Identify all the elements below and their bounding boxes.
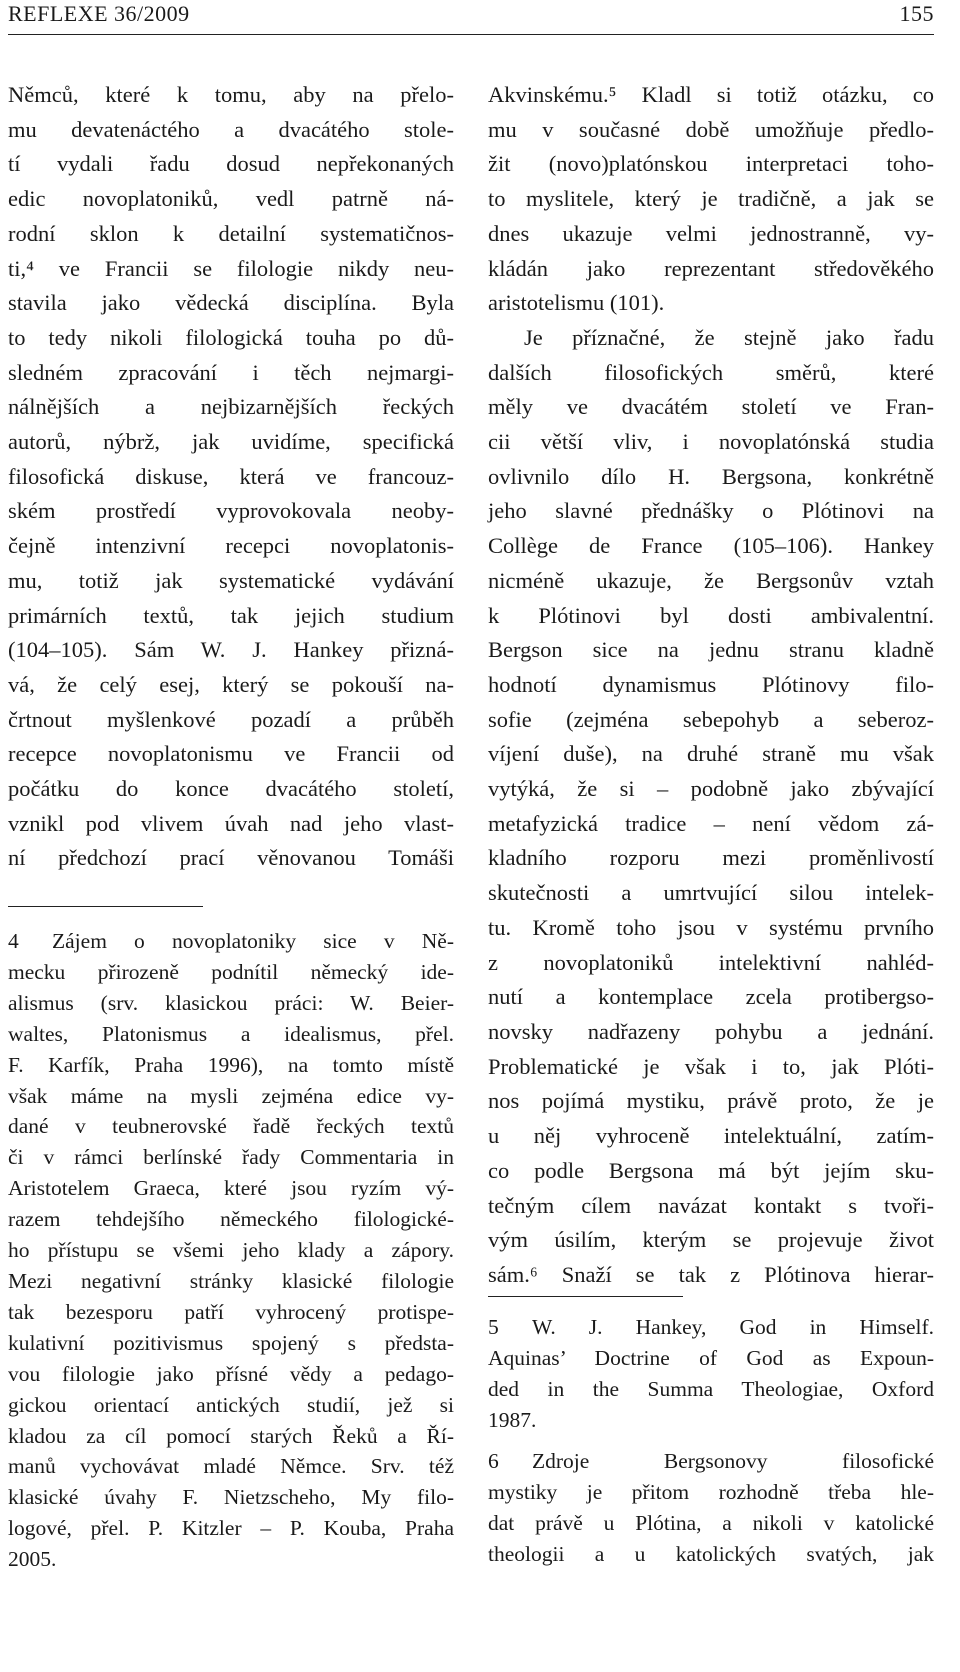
footnote-number: 4 bbox=[8, 929, 19, 953]
body-line: Problematické je však i to, jak Plóti- bbox=[488, 1053, 934, 1079]
body-line: stavila jako vědecká disciplína. Byla bbox=[8, 290, 454, 316]
right-column bbox=[488, 78, 934, 1293]
body-line: jeho slavné přednášky o Plótinovi na bbox=[488, 498, 934, 524]
body-line: primárních textů, tak jejich studium bbox=[8, 602, 454, 628]
body-line: vým úsilím, kterým se projevuje život bbox=[488, 1227, 934, 1253]
body-line: Je příznačné, že stejně jako řadu bbox=[524, 324, 934, 350]
body-line: sofie (zejména sebepohyb a seberoz- bbox=[488, 706, 934, 732]
body-line: nicméně ukazuje, že Bergsonův vztah bbox=[488, 567, 934, 593]
body-line: tečným cílem navázat kontakt s tvoři- bbox=[488, 1192, 934, 1218]
body-line: tu. Kromě toho jsou v systému prvního bbox=[488, 914, 934, 940]
footnote-number: 5 bbox=[488, 1315, 499, 1339]
left-body-paragraph bbox=[8, 78, 454, 876]
footnote-rule bbox=[488, 1296, 683, 1297]
body-line: Bergson sice na jednu stranu kladně bbox=[488, 637, 934, 663]
body-line: rodní sklon k detailní systematičnos- bbox=[8, 220, 454, 246]
body-line: sledném zpracování i těch nejmargi- bbox=[8, 359, 454, 385]
footnote-line: ded in the Summa Theologiae, Oxford bbox=[488, 1376, 934, 1401]
footnote-line: 2005. bbox=[8, 1547, 57, 1572]
footnote-line: 1987. bbox=[488, 1407, 537, 1432]
right-body-paragraph-1 bbox=[488, 78, 934, 321]
footnote-line: či v rámci berlínské řady Commentaria in bbox=[8, 1145, 454, 1170]
body-line: hodnotí dynamismus Plótinovy filo- bbox=[488, 671, 934, 697]
footnote-4 bbox=[8, 926, 454, 1575]
footnote-line: alismus (srv. klasickou práci: W. Beier- bbox=[8, 990, 454, 1015]
body-line: črtnout myšlenkové pozadí a průběh bbox=[8, 706, 454, 732]
body-line: cii větší vliv, i novoplatónská studia bbox=[488, 429, 934, 455]
running-header bbox=[8, 0, 934, 35]
body-line: to tedy nikoli filologická touha po dů- bbox=[8, 324, 454, 350]
body-line: víjení duše), na druhé straně mu však bbox=[488, 741, 934, 767]
footnote-rule bbox=[8, 906, 203, 907]
body-line: vytýká, že si – podobně jako zbývající bbox=[488, 776, 934, 802]
footnote-line: Zdroje Bergsonovy filosofické bbox=[532, 1449, 934, 1473]
footnote-5 bbox=[488, 1312, 934, 1436]
body-line: filosofická diskuse, která ve francouz- bbox=[8, 463, 454, 489]
footnote-line: ho přístupu se všemi jeho klady a zápory. bbox=[8, 1238, 454, 1263]
body-line: vznikl pod vlivem úvah nad jeho vlast- bbox=[8, 810, 454, 836]
body-line: k Plótinovi byl dosti ambivalentní. bbox=[488, 602, 934, 628]
footnote-line: kulativní pozitivismus spojený s předsta- bbox=[8, 1330, 454, 1355]
left-column bbox=[8, 78, 454, 876]
footnote-line: gickou orientací antických studií, jež si bbox=[8, 1392, 454, 1417]
body-line: autorů, nýbrž, jak uvidíme, specifická bbox=[8, 429, 454, 455]
body-line: novsky nadřazeny pohybu a jednání. bbox=[488, 1018, 934, 1044]
body-line: ti,⁴ ve Francii se filologie nikdy neu- bbox=[8, 255, 454, 281]
footnote-line: manů vychovávat mladé Němce. Srv. též bbox=[8, 1454, 454, 1479]
body-line: metafyzická tradice – není vědom zá- bbox=[488, 810, 934, 836]
footnote-line: však máme na mysli zejména edice vy- bbox=[8, 1083, 454, 1108]
footnote-line: kladou za cíl pomocí starých Řeků a Ří- bbox=[8, 1423, 454, 1448]
body-line: skutečnosti a umrtvující silou intelek- bbox=[488, 880, 934, 906]
body-line: ovlivnilo dílo H. Bergsona, konkrétně bbox=[488, 463, 934, 489]
body-line: aristotelismu (101). bbox=[488, 290, 665, 316]
body-line: co podle Bergsona má být jejím sku- bbox=[488, 1157, 934, 1183]
body-line: z novoplatoniků intelektivní nahléd- bbox=[488, 949, 934, 975]
footnote-line: dat právě u Plótina, a nikoli v katolické bbox=[488, 1510, 934, 1535]
footnote-line: Zájem o novoplatoniky sice v Ně- bbox=[52, 929, 454, 953]
body-line: Němců, které k tomu, aby na přelo- bbox=[8, 82, 454, 107]
right-body-paragraph-2 bbox=[488, 321, 934, 1293]
body-line: kládán jako reprezentant středověkého bbox=[488, 255, 934, 281]
body-line: mu devatenáctého a dvacátého stole- bbox=[8, 116, 454, 142]
body-line: počátku do konce dvacátého století, bbox=[8, 776, 454, 802]
body-line: Akvinskému.⁵ Kladl si totiž otázku, co bbox=[488, 82, 934, 107]
body-line: žit (novo)platónskou interpretaci toho- bbox=[488, 151, 934, 177]
body-line: ském prostředí vyprovokovala neoby- bbox=[8, 498, 454, 524]
footnote-line: dané v teubnerovské řadě řeckých textů bbox=[8, 1114, 454, 1139]
footnote-line: vou filologie jako přísné vědy a pedago- bbox=[8, 1361, 454, 1386]
footnote-line: Aquinas’ Doctrine of God as Expoun- bbox=[488, 1345, 934, 1370]
footnote-6 bbox=[488, 1446, 934, 1570]
body-line: to myslitele, který je tradičně, a jak se bbox=[488, 186, 934, 212]
body-line: ní předchozí prací věnovanou Tomáši bbox=[8, 845, 454, 871]
body-line: u něj vyhroceně intelektuální, zatím- bbox=[488, 1123, 934, 1149]
body-line: tí vydali řadu dosud nepřekonaných bbox=[8, 151, 454, 177]
body-line: nutí a kontemplace zcela protibergso- bbox=[488, 984, 934, 1010]
footnote-line: razem tehdejšího německého filologické- bbox=[8, 1207, 454, 1232]
footnote-line: Mezi negativní stránky klasické filologie bbox=[8, 1268, 454, 1293]
footnote-line: theologii a u katolických svatých, jak bbox=[488, 1541, 934, 1566]
footnote-line: mystiky je přitom rozhodně třeba hle- bbox=[488, 1479, 934, 1504]
body-line: recepce novoplatonismu ve Francii od bbox=[8, 741, 454, 767]
body-line: dnes ukazuje velmi jednostranně, vy- bbox=[488, 220, 934, 246]
body-line: čejně intenzivní recepci novoplatonis- bbox=[8, 533, 454, 559]
footnote-line: klasické úvahy F. Nietzscheho, My filo- bbox=[8, 1485, 454, 1510]
body-line: mu, totiž jak systematické vydávání bbox=[8, 567, 454, 593]
body-line: sám.⁶ Snaží se tak z Plótinova hierar- bbox=[488, 1261, 934, 1287]
body-line: dalších filosofických směrů, které bbox=[488, 359, 934, 385]
footnote-line: tak bezesporu patří vyhrocený protispe- bbox=[8, 1299, 454, 1324]
body-line: (104–105). Sám W. J. Hankey přizná- bbox=[8, 637, 454, 663]
footnote-line: W. J. Hankey, God in Himself. bbox=[532, 1315, 934, 1339]
body-line: Collège de France (105–106). Hankey bbox=[488, 533, 934, 559]
page-number: 155 bbox=[899, 1, 934, 26]
footnote-line: F. Karfík, Praha 1996), na tomto místě bbox=[8, 1052, 454, 1077]
footnote-number: 6 bbox=[488, 1449, 499, 1473]
body-line: měly ve dvacátém století ve Fran- bbox=[488, 394, 934, 420]
body-line: vá, že celý esej, který se pokouší na- bbox=[8, 671, 454, 697]
body-line: nálnějších a nejbizarnějších řeckých bbox=[8, 394, 454, 420]
body-line: kladního rozporu mezi proměnlivostí bbox=[488, 845, 934, 871]
body-line: nos pojímá mystiku, právě proto, že je bbox=[488, 1088, 934, 1114]
journal-title: REFLEXE 36/2009 bbox=[8, 1, 190, 26]
body-line: edic novoplatoniků, vedl patrně ná- bbox=[8, 186, 454, 212]
footnote-line: mecku přirozeně podnítil německý ide- bbox=[8, 959, 454, 984]
footnote-line: Aristotelem Graeca, které jsou ryzím vý- bbox=[8, 1176, 454, 1201]
body-line: mu v současné době umožňuje předlo- bbox=[488, 116, 934, 142]
footnote-line: logové, přel. P. Kitzler – P. Kouba, Praha bbox=[8, 1516, 454, 1541]
footnote-line: waltes, Platonismus a idealismus, přel. bbox=[8, 1021, 454, 1046]
